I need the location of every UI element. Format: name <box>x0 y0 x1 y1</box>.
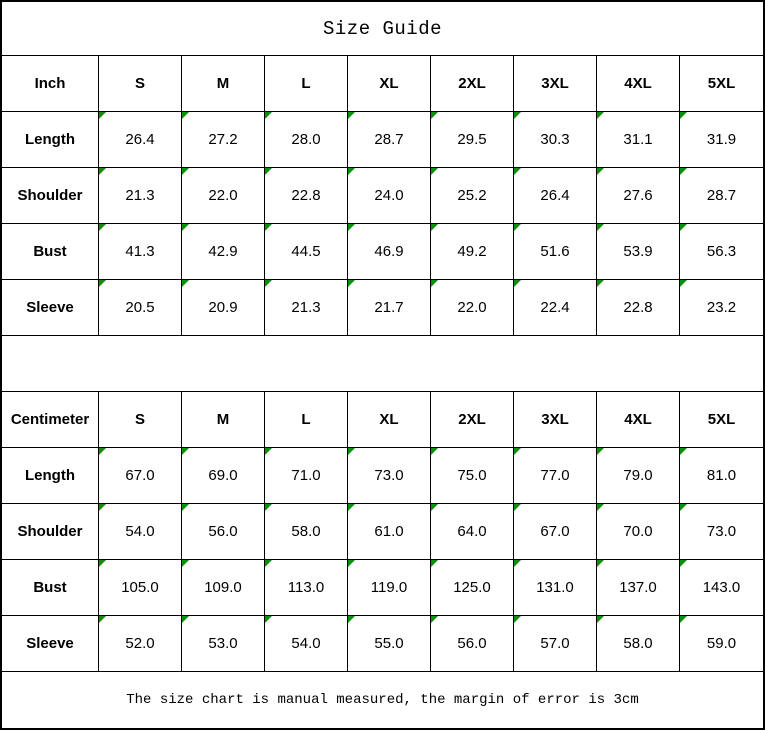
cell-flag-icon <box>99 168 106 175</box>
size-value: 52.0 <box>125 635 155 652</box>
size-value: 119.0 <box>370 579 408 596</box>
size-value-cell <box>597 504 680 560</box>
size-value: 21.3 <box>291 299 321 316</box>
size-value: 53.9 <box>623 243 653 260</box>
footer-note: The size chart is manual measured, the margin of error is 3cm <box>126 692 639 708</box>
size-value: 26.4 <box>540 187 570 204</box>
size-col-header: 3XL <box>514 392 597 448</box>
size-value: 70.0 <box>623 523 653 540</box>
size-value: 69.0 <box>208 467 238 484</box>
size-value-cell <box>597 112 680 168</box>
cell-flag-icon <box>99 280 106 287</box>
size-value-cell <box>182 112 265 168</box>
size-value: 24.0 <box>374 187 404 204</box>
measure-label: Shoulder <box>2 504 99 560</box>
cell-flag-icon <box>597 448 604 455</box>
size-value: 143.0 <box>702 579 741 596</box>
cell-flag-icon <box>348 616 355 623</box>
size-value: 28.0 <box>291 131 321 148</box>
size-value-cell <box>680 448 763 504</box>
size-value: 67.0 <box>125 467 155 484</box>
size-value: 73.0 <box>706 523 737 540</box>
measure-label: Length <box>2 448 99 504</box>
cell-flag-icon <box>597 168 604 175</box>
cell-flag-icon <box>348 112 355 119</box>
cell-flag-icon <box>182 280 189 287</box>
cell-flag-icon <box>431 448 438 455</box>
cell-flag-icon <box>182 224 189 231</box>
size-value: 131.0 <box>536 579 574 596</box>
size-value: 105.0 <box>121 579 159 596</box>
cell-flag-icon <box>99 224 106 231</box>
cell-flag-icon <box>680 616 687 623</box>
size-value: 109.0 <box>204 579 242 596</box>
size-value-cell <box>597 560 680 616</box>
cell-flag-icon <box>431 616 438 623</box>
cell-flag-icon <box>348 224 355 231</box>
cell-flag-icon <box>182 112 189 119</box>
size-value: 27.2 <box>208 131 238 148</box>
size-value-cell <box>514 112 597 168</box>
size-col-header: L <box>265 392 348 448</box>
cell-flag-icon <box>597 112 604 119</box>
size-value: 44.5 <box>291 243 321 260</box>
size-value-cell <box>265 224 348 280</box>
size-col-header: 5XL <box>680 56 763 112</box>
cell-flag-icon <box>514 504 521 511</box>
size-value: 73.0 <box>374 467 404 484</box>
measure-label: Shoulder <box>2 168 99 224</box>
cell-flag-icon <box>680 504 687 511</box>
cell-flag-icon <box>597 224 604 231</box>
size-value: 21.3 <box>125 187 155 204</box>
size-value-cell <box>597 280 680 336</box>
size-value-cell <box>514 504 597 560</box>
size-col-header: 5XL <box>680 392 763 448</box>
size-value-cell <box>514 448 597 504</box>
size-col-header: 4XL <box>597 56 680 112</box>
cell-flag-icon <box>265 616 272 623</box>
size-col-header: L <box>265 56 348 112</box>
size-value-cell <box>597 616 680 672</box>
size-col-header: XL <box>348 392 431 448</box>
cell-flag-icon <box>514 168 521 175</box>
cell-flag-icon <box>99 616 106 623</box>
size-value: 77.0 <box>540 467 570 484</box>
size-value: 53.0 <box>208 635 238 652</box>
cell-flag-icon <box>431 168 438 175</box>
size-value: 20.5 <box>125 299 155 316</box>
unit-header: Inch <box>2 56 99 112</box>
cell-flag-icon <box>514 448 521 455</box>
size-value: 51.6 <box>540 243 570 260</box>
cell-flag-icon <box>431 504 438 511</box>
size-guide-title: Size Guide <box>2 2 763 56</box>
cell-flag-icon <box>597 504 604 511</box>
size-value-cell <box>265 448 348 504</box>
size-value-cell <box>680 560 763 616</box>
size-value-cell <box>99 504 182 560</box>
cell-flag-icon <box>348 448 355 455</box>
cell-flag-icon <box>597 560 604 567</box>
size-value: 22.4 <box>540 299 570 316</box>
size-value: 28.7 <box>374 131 404 148</box>
size-value: 113.0 <box>287 579 325 596</box>
size-col-header: 4XL <box>597 392 680 448</box>
cell-flag-icon <box>597 280 604 287</box>
size-value-cell <box>348 616 431 672</box>
cell-flag-icon <box>680 224 687 231</box>
cell-flag-icon <box>265 224 272 231</box>
size-value: 58.0 <box>291 523 321 540</box>
size-value-cell <box>348 112 431 168</box>
size-value: 29.5 <box>457 131 487 148</box>
cell-flag-icon <box>514 280 521 287</box>
size-value-cell <box>348 168 431 224</box>
size-value-cell <box>514 224 597 280</box>
size-value-cell <box>348 560 431 616</box>
size-value: 56.0 <box>457 635 487 652</box>
cell-flag-icon <box>680 560 687 567</box>
cell-flag-icon <box>431 224 438 231</box>
measure-label: Bust <box>2 224 99 280</box>
size-value: 31.1 <box>623 131 653 148</box>
size-value: 55.0 <box>374 635 404 652</box>
cell-flag-icon <box>99 560 106 567</box>
size-value-cell <box>99 560 182 616</box>
measure-label: Sleeve <box>2 280 99 336</box>
cell-flag-icon <box>99 112 106 119</box>
size-col-header: 2XL <box>431 392 514 448</box>
size-value-cell <box>99 448 182 504</box>
cell-flag-icon <box>265 280 272 287</box>
size-value-cell <box>431 168 514 224</box>
size-value-cell <box>680 112 763 168</box>
size-col-header: S <box>99 392 182 448</box>
size-col-header: 3XL <box>514 56 597 112</box>
size-value-cell <box>99 224 182 280</box>
size-value-cell <box>348 224 431 280</box>
size-value-cell <box>597 168 680 224</box>
size-value: 49.2 <box>457 243 487 260</box>
size-value: 31.9 <box>706 131 737 148</box>
size-value-cell <box>182 224 265 280</box>
size-value: 23.2 <box>706 299 737 316</box>
size-value: 56.0 <box>208 523 238 540</box>
cell-flag-icon <box>680 168 687 175</box>
size-value: 22.8 <box>291 187 321 204</box>
cell-flag-icon <box>431 280 438 287</box>
size-value: 75.0 <box>457 467 487 484</box>
size-col-header: 2XL <box>431 56 514 112</box>
size-value: 54.0 <box>125 523 155 540</box>
size-value: 64.0 <box>457 523 487 540</box>
cell-flag-icon <box>182 168 189 175</box>
cell-flag-icon <box>182 504 189 511</box>
size-value-cell <box>99 616 182 672</box>
size-value-cell <box>431 504 514 560</box>
size-value-cell <box>99 112 182 168</box>
unit-header: Centimeter <box>2 392 99 448</box>
cell-flag-icon <box>514 112 521 119</box>
cell-flag-icon <box>680 448 687 455</box>
size-value-cell <box>265 168 348 224</box>
spacer-row <box>2 336 763 392</box>
cell-flag-icon <box>99 448 106 455</box>
cell-flag-icon <box>348 560 355 567</box>
size-value: 46.9 <box>374 243 404 260</box>
size-value: 57.0 <box>540 635 570 652</box>
cell-flag-icon <box>182 560 189 567</box>
size-value-cell <box>680 280 763 336</box>
size-value-cell <box>182 616 265 672</box>
size-value-cell <box>99 280 182 336</box>
size-value-cell <box>348 280 431 336</box>
size-value: 79.0 <box>623 467 653 484</box>
size-value: 22.0 <box>208 187 238 204</box>
size-value: 81.0 <box>706 467 737 484</box>
size-col-header: XL <box>348 56 431 112</box>
size-value: 28.7 <box>706 187 737 204</box>
size-value: 42.9 <box>208 243 238 260</box>
size-value-cell <box>680 168 763 224</box>
size-value: 22.0 <box>457 299 487 316</box>
cell-flag-icon <box>182 616 189 623</box>
size-value-cell <box>182 560 265 616</box>
size-value-cell <box>514 616 597 672</box>
size-value-cell <box>182 168 265 224</box>
size-value-cell <box>99 168 182 224</box>
size-value: 125.0 <box>453 579 491 596</box>
size-value: 21.7 <box>374 299 404 316</box>
size-value-cell <box>431 560 514 616</box>
size-value-cell <box>265 504 348 560</box>
size-value-cell <box>597 224 680 280</box>
size-col-header: M <box>182 56 265 112</box>
size-value: 30.3 <box>540 131 570 148</box>
size-value-cell <box>680 224 763 280</box>
size-value-cell <box>182 280 265 336</box>
size-value-cell <box>597 448 680 504</box>
size-value: 22.8 <box>623 299 653 316</box>
size-value-cell <box>431 224 514 280</box>
size-value-cell <box>514 168 597 224</box>
cell-flag-icon <box>514 616 521 623</box>
cell-flag-icon <box>99 504 106 511</box>
size-value-cell <box>182 504 265 560</box>
size-value-cell <box>265 560 348 616</box>
cell-flag-icon <box>348 168 355 175</box>
size-value: 54.0 <box>291 635 321 652</box>
size-value-cell <box>265 616 348 672</box>
size-value: 41.3 <box>125 243 155 260</box>
size-value-cell <box>514 560 597 616</box>
cell-flag-icon <box>514 224 521 231</box>
cell-flag-icon <box>265 560 272 567</box>
size-col-header: M <box>182 392 265 448</box>
size-value-cell <box>182 448 265 504</box>
cell-flag-icon <box>265 168 272 175</box>
measure-label: Length <box>2 112 99 168</box>
size-value-cell <box>514 280 597 336</box>
size-value: 56.3 <box>706 243 737 260</box>
cell-flag-icon <box>680 280 687 287</box>
cell-flag-icon <box>348 504 355 511</box>
size-value-cell <box>348 504 431 560</box>
cell-flag-icon <box>182 448 189 455</box>
cell-flag-icon <box>680 112 687 119</box>
cell-flag-icon <box>265 112 272 119</box>
size-value-cell <box>265 112 348 168</box>
size-value: 20.9 <box>208 299 238 316</box>
size-value: 61.0 <box>374 523 404 540</box>
size-value: 71.0 <box>291 467 321 484</box>
size-value-cell <box>431 616 514 672</box>
measure-label: Bust <box>2 560 99 616</box>
cell-flag-icon <box>431 560 438 567</box>
size-value: 137.0 <box>619 579 657 596</box>
size-value-cell <box>680 616 763 672</box>
size-value: 27.6 <box>623 187 653 204</box>
size-value-cell <box>431 112 514 168</box>
size-value: 25.2 <box>457 187 487 204</box>
size-value: 58.0 <box>623 635 653 652</box>
size-value-cell <box>265 280 348 336</box>
size-value: 67.0 <box>540 523 570 540</box>
size-col-header: S <box>99 56 182 112</box>
cell-flag-icon <box>597 616 604 623</box>
cell-flag-icon <box>514 560 521 567</box>
cell-flag-icon <box>265 504 272 511</box>
size-value: 59.0 <box>706 635 737 652</box>
size-value-cell <box>431 280 514 336</box>
measure-label: Sleeve <box>2 616 99 672</box>
cell-flag-icon <box>348 280 355 287</box>
size-value-cell <box>431 448 514 504</box>
size-value-cell <box>348 448 431 504</box>
cell-flag-icon <box>431 112 438 119</box>
size-value-cell <box>680 504 763 560</box>
cell-flag-icon <box>265 448 272 455</box>
size-value: 26.4 <box>125 131 155 148</box>
